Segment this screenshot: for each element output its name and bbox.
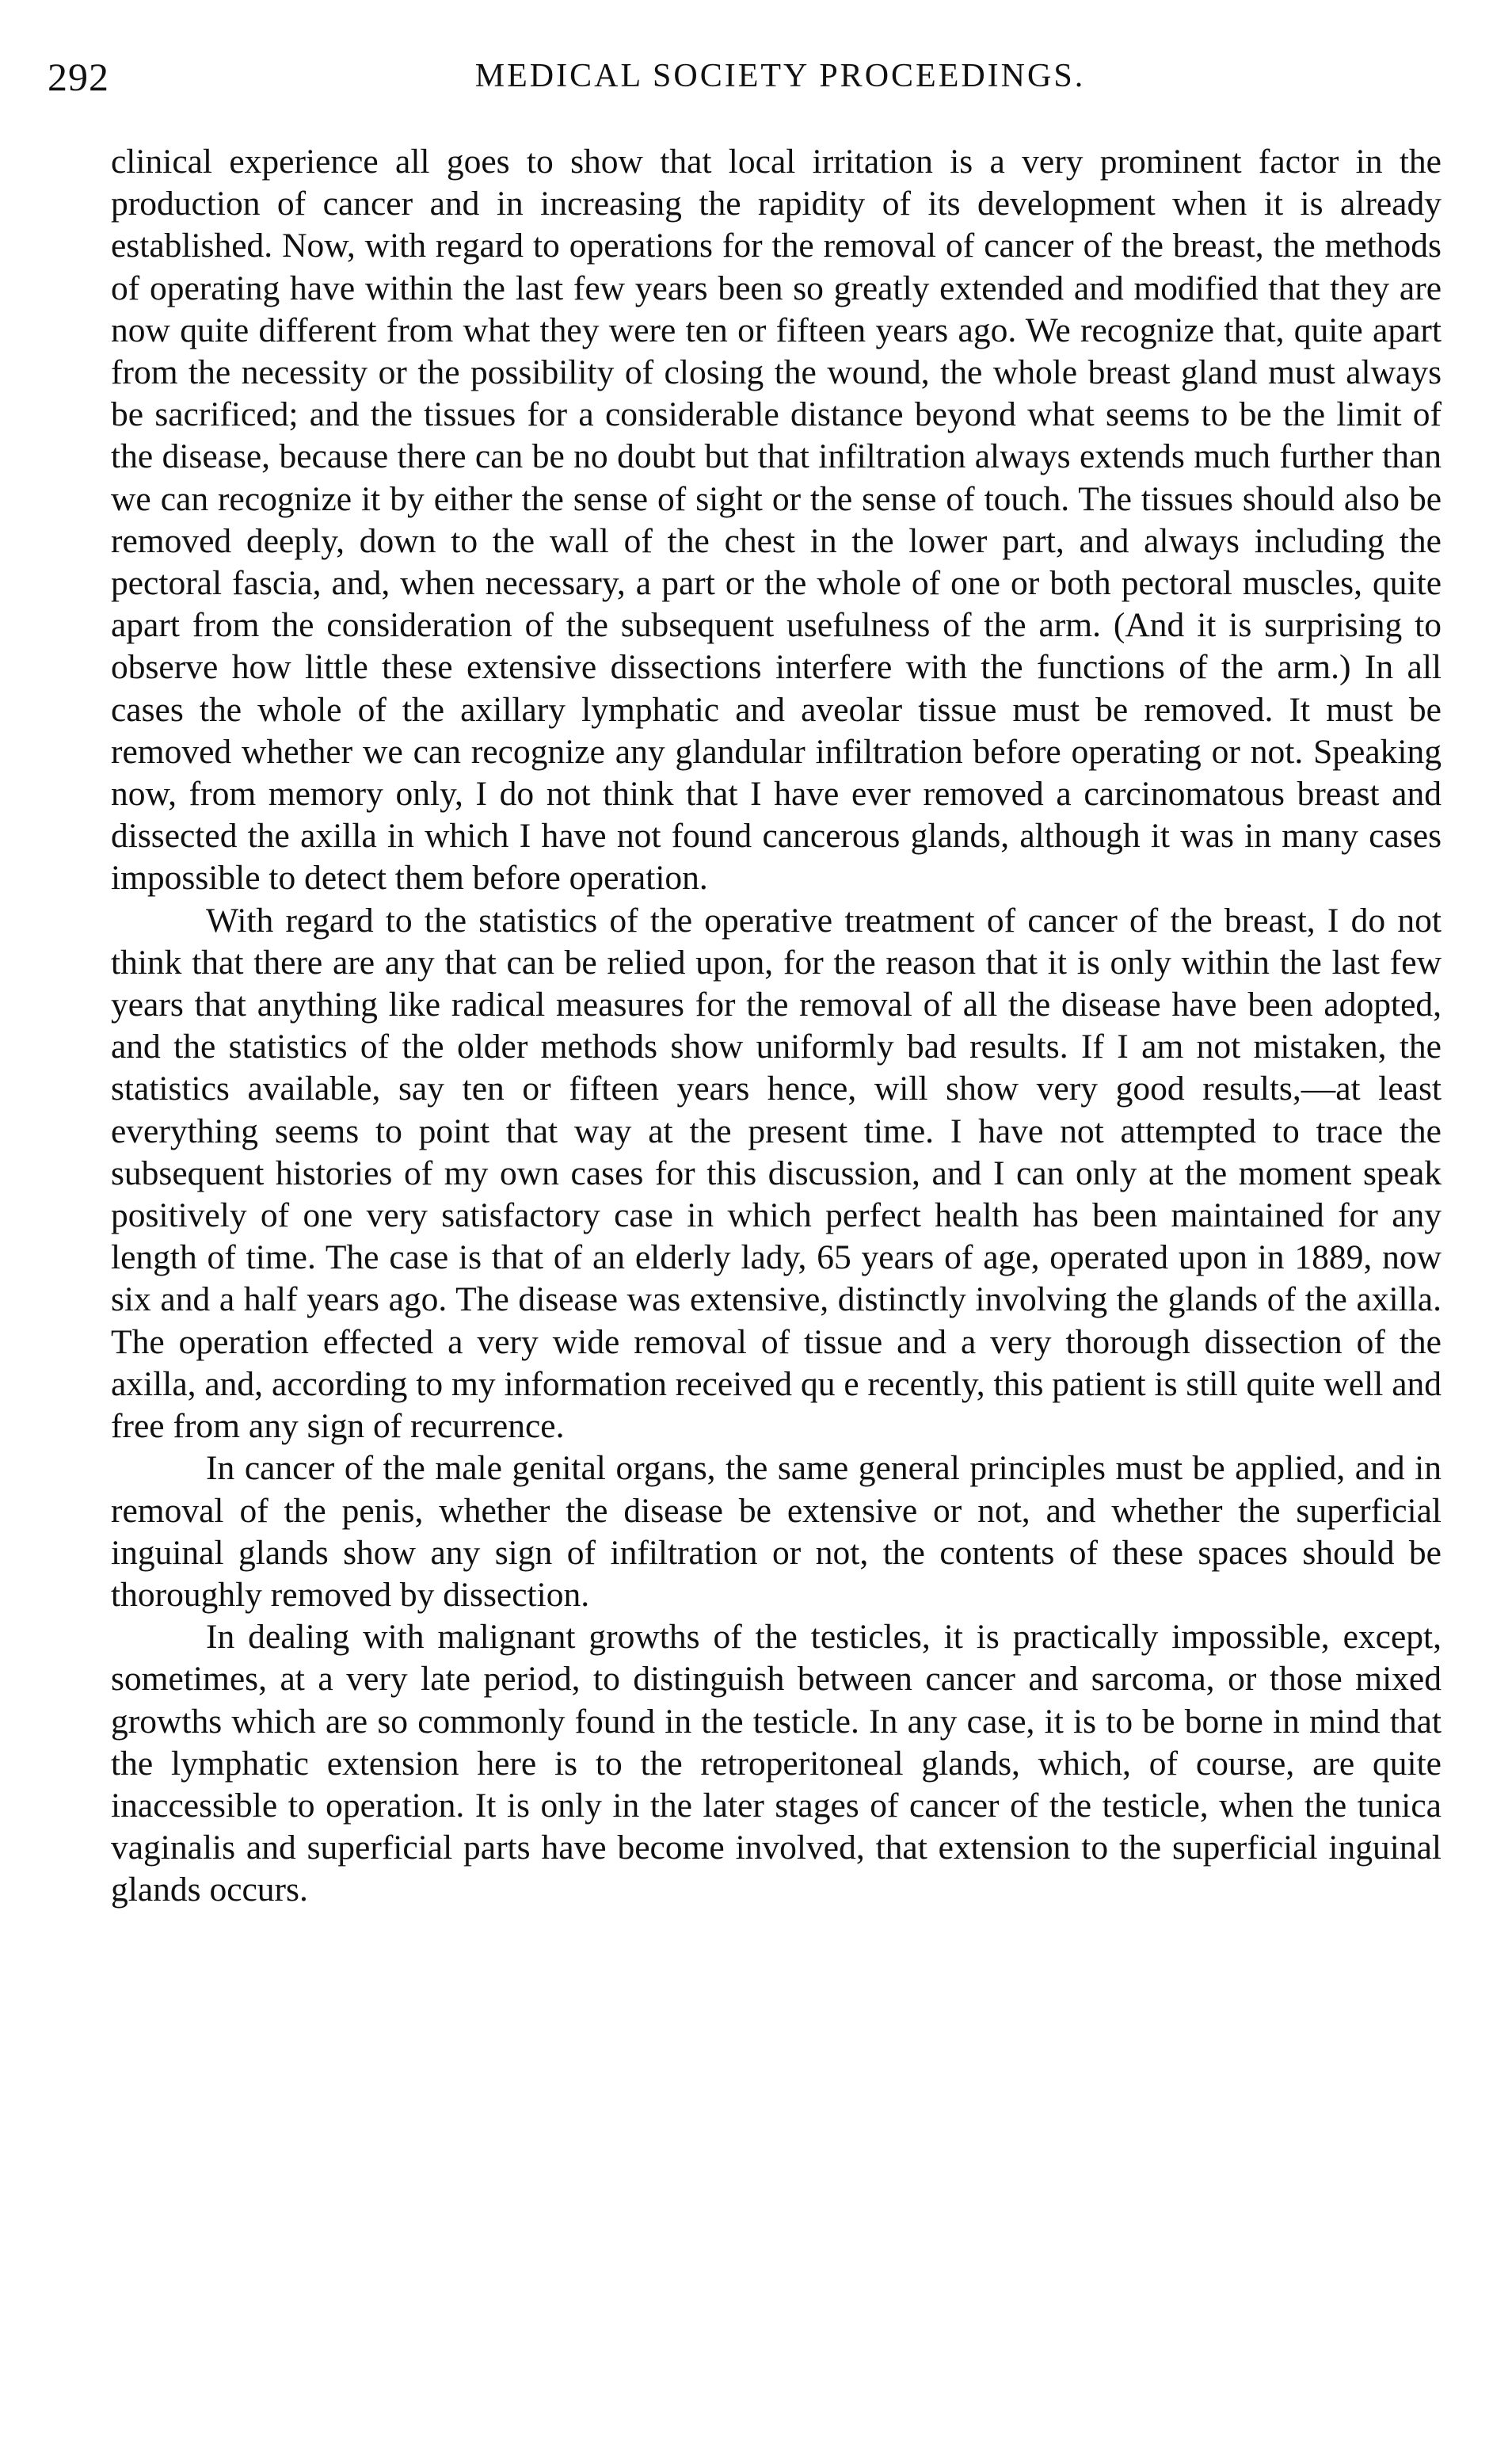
page-number: 292 <box>48 55 109 99</box>
body-text <box>111 141 1442 1912</box>
paragraph-breast-operations: clinical experience all goes to show that local irritation is a very prominent factor in the production of cancer and in increasing the rapidity of its development when it is already established. Now, with regard to operations for the removal of cancer of the breast, the methods of operating have within the last few years been so greatly extended and modified that they are now quite different from what they were ten or fifteen years ago. We recognize that, quite apart from the necessity or the possibility of closing the wound, the whole breast gland must always be sacrificed; and the tissues for a considerable distance beyond what seems to be the limit of the disease, because there can be no doubt but that infiltration always extends much further than we can recognize it by either the sense of sight or the sense of touch. The tissues should also be removed deeply, down to the wall of the chest in the lower part, and always including the pectoral fascia, and, when necessary, a part or the whole of one or both pectoral muscles, quite apart from the consideration of the subsequent usefulness of the arm. (And it is surprising to observe how little these extensive dissections interfere with the functions of the arm.) In all cases the whole of the axillary lymphatic and aveolar tissue must be removed. It must be removed whether we can recognize any glandular infiltration before operating or not. Speaking now, from memory only, I do not think that I have ever removed a carcinomatous breast and dissected the axilla in which I have not found cancerous glands, although it was in many cases impossible to detect them before operation. <box>111 143 1442 898</box>
paragraph-breast-statistics: With regard to the statistics of the operative treatment of cancer of the breast, I do not think that there are any that can be relied upon, for the reason that it is only within the last few years that anything like radical measures for the removal of all the disease have been adopted, and the statistics of the older methods show uniformly bad results. If I am not mistaken, the statistics available, say ten or fifteen years hence, will show very good results,—at least everything seems to point that way at the present time. I have not attempted to trace the subsequent histories of my own cases for this discussion, and I can only at the moment speak positively of one very satisfactory case in which perfect health has been maintained for any length of time. The case is that of an elderly lady, 65 years of age, operated upon in 1889, now six and a half years ago. The disease was extensive, distinctly involving the glands of the axilla. The operation effected a very wide removal of tissue and a very thorough dissection of the axilla, and, according to my information received qu e recently, this patient is still quite well and free from any sign of recurrence. <box>111 901 1442 1446</box>
running-title: MEDICAL SOCIETY PROCEEDINGS. <box>474 58 1086 94</box>
running-head <box>48 54 1465 109</box>
paragraph-testicle-growths: In dealing with malignant growths of the testicles, it is practically impossible, except, sometimes, at a very late period, to distinguish between cancer and sarcoma, or those mixed growths which are so commonly found in the testicle. In any case, it is to be borne in mind that the lymphatic extension here is to the retroperitoneal glands, which, of course, are quite inaccessible to operation. It is only in the later stages of cancer of the testicle, when the tunica vaginalis and superficial parts have become involved, that extension to the superficial inguinal glands occurs. <box>111 1618 1442 1909</box>
paragraph-male-genital-organs: In cancer of the male genital organs, the same general principles must be applied, and in removal of the penis, whether the disease be extensive or not, and whether the superficial inguinal glands show any sign of infiltration or not, the contents of these spaces should be thoroughly removed by dissection. <box>111 1449 1442 1614</box>
